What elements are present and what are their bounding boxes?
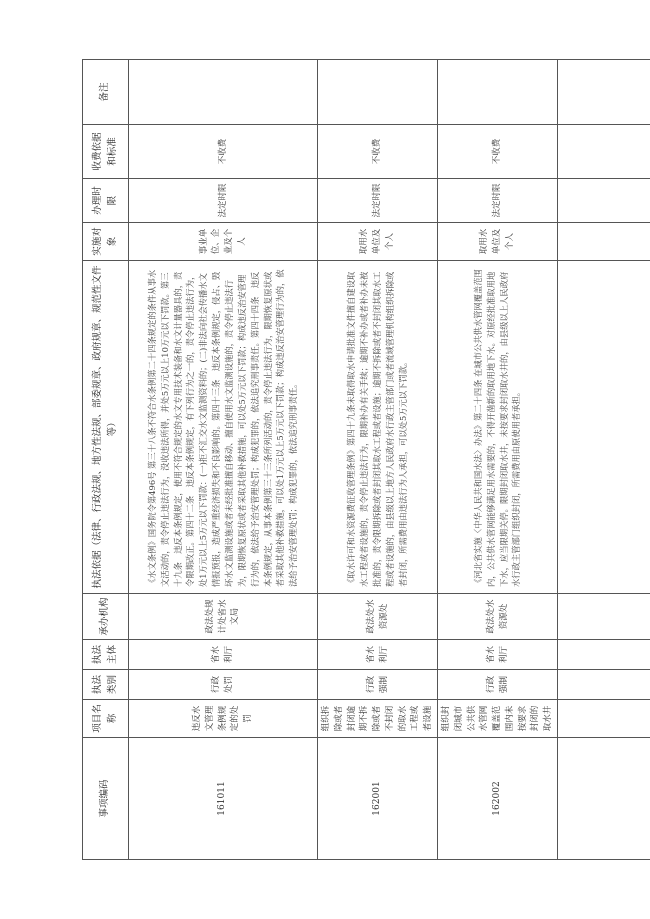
- cell-note: [438, 60, 558, 125]
- header-code: 事项编码: [83, 738, 129, 860]
- header-category: 执法类别: [83, 670, 129, 700]
- cell-subject: 省水利厅: [318, 640, 438, 670]
- cell-time-limit: 法定时限: [438, 179, 558, 223]
- cell-code: 162001: [318, 738, 438, 860]
- cell-agency: 政法处水资源处: [318, 594, 438, 640]
- header-fee: 收费依据和标准: [83, 125, 129, 179]
- cell-time-limit: 法定时限: [129, 179, 318, 223]
- cell-name: 违反水文管理条例规定的处罚: [129, 700, 318, 738]
- cell-name: 组织封闭城市公共供水管网覆盖范围内未按要求封闭的取水井: [438, 700, 558, 738]
- cell-basis: 《水文条例》国务院令第496号 第三十八条不符合水条例第二十四条规定的条件从事水文活动的，责令停止违法行为，没收违法所得，并处5万元以上10万元以下罚款。第三十九条 违反本条例规定，使用不符合规定的水文专用技术装备和水文计量器具的，责令限期改正。第四十二条 违反本条例规定，有下列行为之一的，责令停止违法行为，处1万元以上5万元以下罚款：(一)拒不汇交水文监测资料的；(二)非法向社会传播水文情报预报，造成严重经济损失和不良影响的。第四十三条 违反本条例规定，侵占、毁坏水文监测设施或者未经批准擅自移动、擅自使用水文监测设施的，责令停止违法行为，限期恢复原状或者采取其他补救措施，可以处5万元以下罚款；构成违反治安管理行为的，依法给予治安管理处罚；构成犯罪的，依法追究刑事责任。第四十四条 违反本条例规定，从事本条例第三十三条所列活动的，责令停止违法行为，限期恢复原状或者采取其他补救措施，可以处1万元以上5万元以下罚款；构成违反治安管理行为的，依法给予治安管理处罚；构成犯罪的，依法追究刑事责任。: [129, 261, 318, 594]
- enforcement-items-table: [82, 59, 650, 860]
- cell-code: 162002: [438, 738, 558, 860]
- cell-target: 取用水单位及个人: [438, 223, 558, 261]
- cell-basis: 《取水许可和水资源费征收管理条例》第四十九条未取得取水申请批准文件擅自建设取水工程或者设施的，责令停止违法行为，限期补办有关手续；逾期不补办或者补办未被批准的，责令限期拆除或者封闭其取水工程或者设施；逾期不拆除或者不封闭其取水工程或者设施的，由县级以上地方人民政府水行政主管部门或者流域管理机构组织拆除或者封闭，所需费用由违法行为人承担，可以处5万元以下罚款。: [318, 261, 438, 594]
- cell-category: 行政处罚: [129, 670, 318, 700]
- cell-category: 行政强制: [318, 670, 438, 700]
- cell-category: 行政强制: [438, 670, 558, 700]
- header-basis: 执法依据（法律、行政法规、地方性法规、部委规章、政府规章、规范性文件等）: [83, 261, 129, 594]
- cell-name: 组织拆除或者封闭逾期不拆除或者不封闭的取水工程或者设施: [318, 700, 438, 738]
- header-agency: 承办机构: [83, 594, 129, 640]
- rotated-table-container: [82, 60, 650, 860]
- cell-agency: 政法处规计处省水文局: [129, 594, 318, 640]
- table-header-row: [83, 60, 129, 860]
- cell-target: 事业单位、企业及个人: [129, 223, 318, 261]
- cell-agency: 政法处水资源处: [438, 594, 558, 640]
- header-name: 项目名称: [83, 700, 129, 738]
- cell-fee: 不收费: [318, 125, 438, 179]
- cell-time-limit: 法定时限: [318, 179, 438, 223]
- cell-subject: 省水利厅: [438, 640, 558, 670]
- cell-code: 161011: [129, 738, 318, 860]
- table-row: [318, 60, 438, 860]
- header-subject: 执法主体: [83, 640, 129, 670]
- cell-fee: 不收费: [129, 125, 318, 179]
- table-row: [438, 60, 558, 860]
- header-note: 备注: [83, 60, 129, 125]
- cell-fee: 不收费: [438, 125, 558, 179]
- header-target: 实施对象: [83, 223, 129, 261]
- cell-note: [318, 60, 438, 125]
- table-row: [129, 60, 318, 860]
- header-time-limit: 办理时限: [83, 179, 129, 223]
- cell-note: [129, 60, 318, 125]
- cell-subject: 省水利厅: [129, 640, 318, 670]
- cell-target: 取用水单位及个人: [318, 223, 438, 261]
- table-row-empty: [558, 60, 650, 860]
- cell-basis: 《河北省实施〈中华人民共和国水法〉办法》第二十四条 在城市公共供水管网覆盖范围内，公共供水管网能够满足用水需要的，不得开凿新的取用地下水。对原经批准取用地下水，应当限期关停。限期封闭取水井，未按要求封闭取水井的，由县级以上人民政府水行政主管部门组织封闭，所需费用由原使用者承担。: [438, 261, 558, 594]
